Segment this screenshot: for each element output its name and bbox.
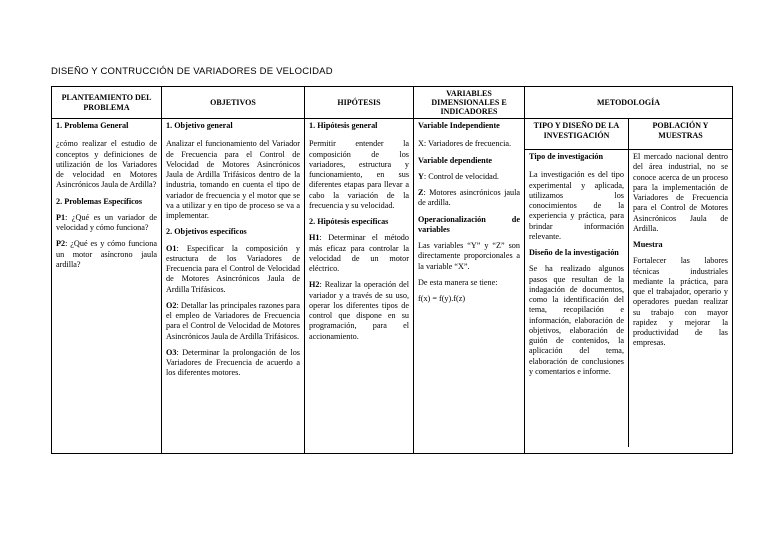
z-label: Z	[418, 188, 424, 197]
header-metodologia: METODOLOGÍA	[525, 87, 733, 119]
objetivo-o2	[166, 301, 300, 342]
tipo-investigacion-title: Tipo de investigación	[529, 152, 604, 161]
h1-label: H1	[309, 233, 320, 243]
header-row	[52, 87, 733, 119]
formula: f(x) = f(y).f(z)	[418, 294, 466, 303]
document-title: DISEÑO Y CONTRUCCIÓN DE VARIADORES DE VELOCIDAD	[51, 66, 333, 77]
content-row	[52, 119, 733, 454]
header-variables: VARIABLES DIMENSIONALES E INDICADORES	[414, 87, 525, 119]
tipo-diseno-column	[525, 150, 629, 448]
variable-z	[418, 188, 520, 209]
poblacion-text: El mercado nacional dentro del área industrial, no se conoce acerca de un proceso para la implementación de Variadores de Frecuencia para el Control de Motores Asincrónicos Jaula de Ardilla.	[633, 152, 728, 233]
variable-x-text: X: Variadores de frecuencia.	[418, 139, 512, 149]
o2-text: : Detallar las principales razones para el empleo de Variadores de Frecuencia para el Control de Velocidad de Motores Asincrónicos Jaula de Ardilla Trifásicos.	[166, 300, 300, 341]
muestra-text: Fortalecer las labores técnicas industriales mediante la práctica, para que el trabajador, operario y operadores puedan realizar su trabajo con mayor rapidez y mejorar la productividad de las empresas.	[633, 256, 728, 348]
diseno-investigacion-title: Diseño de la investigación	[529, 248, 619, 257]
planteamiento-cell	[52, 119, 162, 454]
variable-dependiente-title: Variable dependiente	[418, 155, 493, 165]
z-text: : Motores asincrónicos jaula de ardilla.	[418, 188, 520, 208]
h1-text: : Determinar el método más eficaz para controlar la velocidad de un motor eléctrico.	[309, 233, 409, 273]
objetivo-o1	[166, 244, 300, 295]
o2-label: O2	[166, 300, 177, 310]
variable-y	[418, 172, 520, 182]
o3-label: O3	[166, 347, 177, 357]
objetivos-especificos-title: 2. Objetivos específicos	[166, 227, 247, 237]
problemas-especificos-title: 2. Problemas Específicos	[56, 196, 143, 206]
variable-independiente-title: Variable Independiente	[418, 121, 500, 130]
o1-text: : Especificar la composición y estructura de los Variadores de Frecuencia para el Control de Velocidad de Motores Asincrónicos Jaula de Ardilla Trifásicos.	[166, 243, 300, 294]
objetivos-cell	[162, 119, 305, 454]
metodologia-subtable	[525, 119, 732, 447]
hipotesis-h2	[309, 280, 409, 342]
poblacion-column	[629, 150, 733, 448]
consistency-matrix-table	[51, 86, 733, 454]
tipo-investigacion-text: La investigación es del tipo experimental y aplicada, utilizamos los conocimientos de la experiencia y práctica, para brindar información relevante.	[529, 170, 624, 241]
p1-text: : ¿Qué es un variador de velocidad y cómo funciona?	[56, 212, 157, 232]
header-planteamiento: PLANTEAMIENTO DEL PROBLEMA	[52, 87, 162, 119]
y-label: Y	[418, 171, 424, 181]
manera-text: De esta manera se tiene:	[418, 277, 498, 287]
metodologia-cell	[525, 119, 733, 454]
o1-label: O1	[166, 243, 177, 253]
operacionalizacion-text: Las variables “Y” y “Z” son directamente proporcionales a la variable “X”.	[418, 241, 520, 271]
objetivo-general-title: 1. Objetivo general	[166, 121, 233, 130]
objetivo-o3	[166, 348, 300, 379]
problema-general-title: 1. Problema General	[56, 121, 129, 130]
variables-cell	[414, 119, 525, 454]
problema-p2	[56, 239, 157, 270]
hipotesis-h1	[309, 233, 409, 274]
p2-label: P2	[56, 239, 66, 249]
hipotesis-general-text: Permitir entender la composición de los variadores, estructura y funcionamiento, en sus diferentes etapas para llevar a cabo la variación de la frecuencia y su velocidad.	[309, 139, 409, 210]
tipo-diseno-header: TIPO Y DISEÑO DE LA INVESTIGACIÓN	[525, 119, 629, 150]
h2-text: : Realizar la operación del variador y a través de su uso, operar los diferentes tipos de control que dispone en su programación, para el accionamiento.	[309, 280, 409, 341]
diseno-investigacion-text: Se ha realizado algunos pasos que resultan de la indagación de documentos, como la identificación del tema, recopilación e información, elaboración de objetivos, elaboración de guión de contenidos, la aplicación del tema, elaboración de conclusiones y comentarios e informe.	[529, 264, 624, 376]
p2-text: : ¿Qué es y cómo funciona un motor asíncrono jaula ardilla?	[56, 239, 157, 269]
problema-general-text: ¿cómo realizar el estudio de conceptos y definiciones de utilización de los Variadores de velocidad en Motores Asincrónicos Jaula de Ardilla?	[56, 139, 157, 190]
hipotesis-general-title: 1. Hipótesis general	[309, 121, 378, 130]
hipotesis-cell	[305, 119, 414, 454]
problema-p1	[56, 213, 157, 234]
y-text: : Control de velocidad.	[423, 171, 499, 181]
o3-text: : Determinar la prolongación de los Variadores de Frecuencia de acuerdo a los diferentes motores.	[166, 347, 300, 378]
poblacion-header: POBLACIÓN Y MUESTRAS	[629, 119, 733, 150]
objetivo-general-text: Analizar el funcionamiento del Variador de Frecuencia para el Control de Velocidad de Motores Asincrónicos Jaula de Ardilla Trifásicos dentro de la industria, tomando en cuenta el tipo de variador de frecuencia y el motor que se va a utilizar y en tipo de proceso se va a implementar.	[166, 139, 300, 220]
p1-label: P1	[56, 212, 66, 222]
hipotesis-especificas-title: 2. Hipótesis específicas	[309, 217, 389, 226]
header-hipotesis: HIPÓTESIS	[305, 87, 414, 119]
h2-label: H2	[309, 280, 320, 290]
operacionalizacion-title: Operacionalización de variables	[418, 214, 520, 234]
muestra-title: Muestra	[633, 240, 663, 249]
header-objetivos: OBJETIVOS	[162, 87, 305, 119]
